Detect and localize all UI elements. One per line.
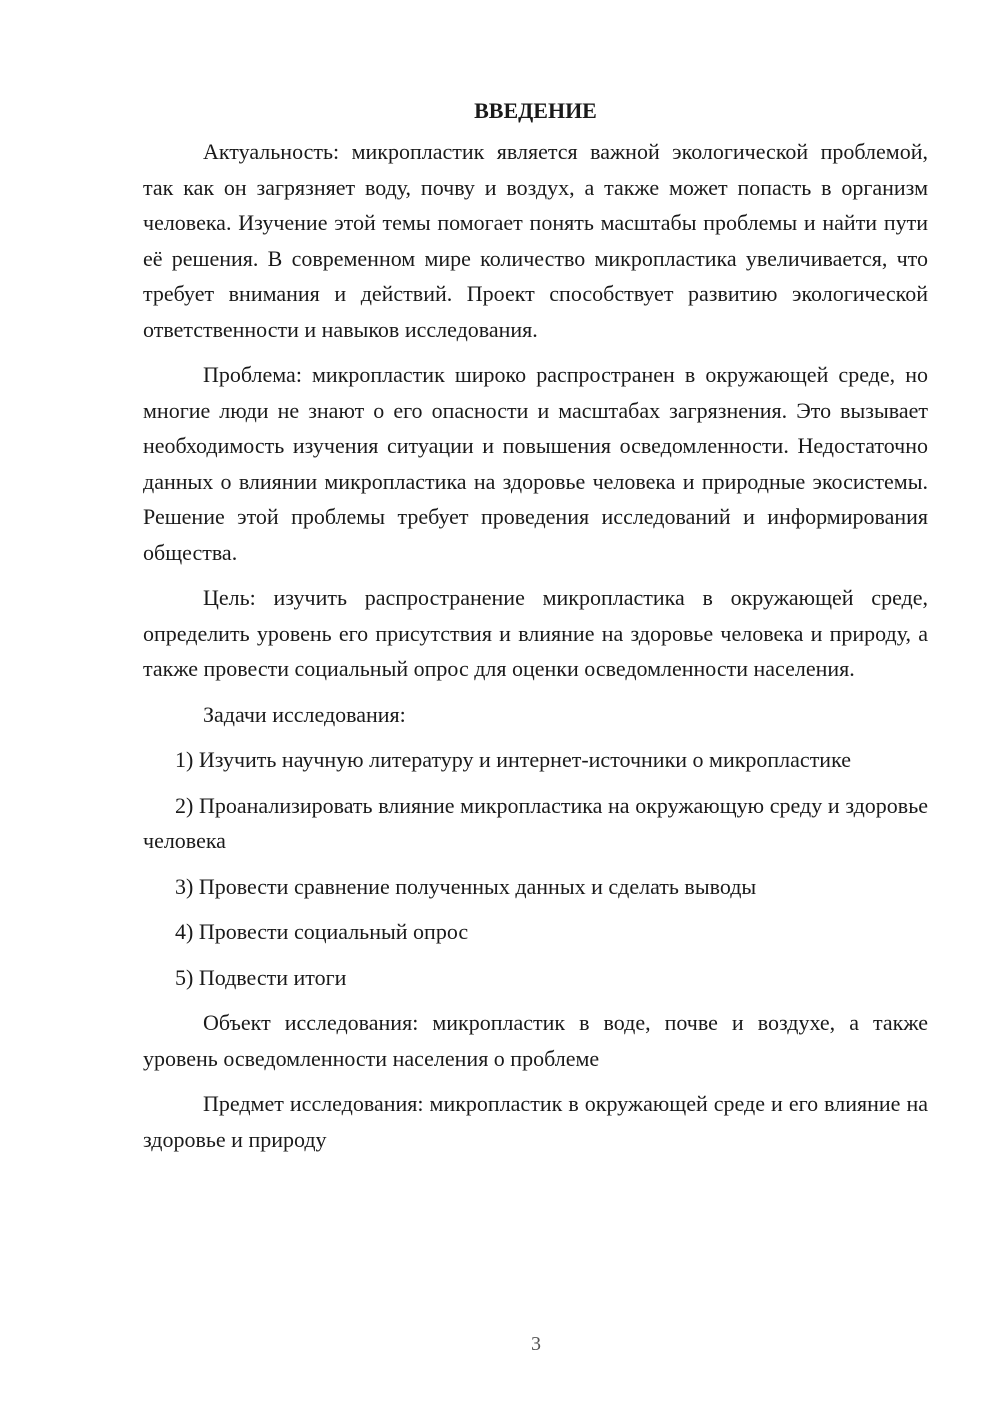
- object-paragraph: Объект исследования: микропластик в воде, почве и воздухе, а также уровень осведомленности населения о проблеме: [143, 1010, 928, 1071]
- goal-paragraph: Цель: изучить распространение микропластика в окружающей среде, определить уровень его присутствия и влияние на здоровье человека и природу, а также провести социальный опрос для оценки осведомленности населения.: [143, 585, 928, 681]
- list-item: 2) Проанализировать влияние микропластика на окружающую среду и здоровье человека: [143, 792, 928, 853]
- relevance-paragraph: Актуальность: микропластик является важной экологической проблемой, так как он загрязняет воду, почву и воздух, а также может попасть в организм человека. Изучение этой темы помогает понять масштабы проблемы и найти пути её решения. В современном мире количество микропластика увеличивается, что требует внимания и действий. Проект способствует развитию экологической ответственности и навыков исследования.: [143, 139, 928, 342]
- document-page: [143, 95, 928, 1167]
- page-title: ВВЕДЕНИЕ: [474, 98, 597, 123]
- list-item: 1) Изучить научную литературу и интернет-источники о микропластике: [175, 747, 851, 772]
- list-item: 4) Провести социальный опрос: [175, 919, 469, 944]
- tasks-heading: Задачи исследования:: [203, 701, 406, 727]
- page-number: 3: [531, 1333, 541, 1355]
- tasks-list: [143, 742, 928, 995]
- problem-paragraph: Проблема: микропластик широко распространен в окружающей среде, но многие люди не знают о его опасности и масштабах загрязнения. Это вызывает необходимость изучения ситуации и повышения осведомленности. Недостаточно данных о влиянии микропластика на здоровье человека и природные экосистемы. Решение этой проблемы требует проведения исследований и информирования общества.: [143, 362, 928, 565]
- subject-paragraph: Предмет исследования: микропластик в окружающей среде и его влияние на здоровье и природу: [143, 1091, 928, 1152]
- list-item: 5) Подвести итоги: [175, 964, 347, 990]
- list-item: 3) Провести сравнение полученных данных и сделать выводы: [175, 873, 757, 899]
